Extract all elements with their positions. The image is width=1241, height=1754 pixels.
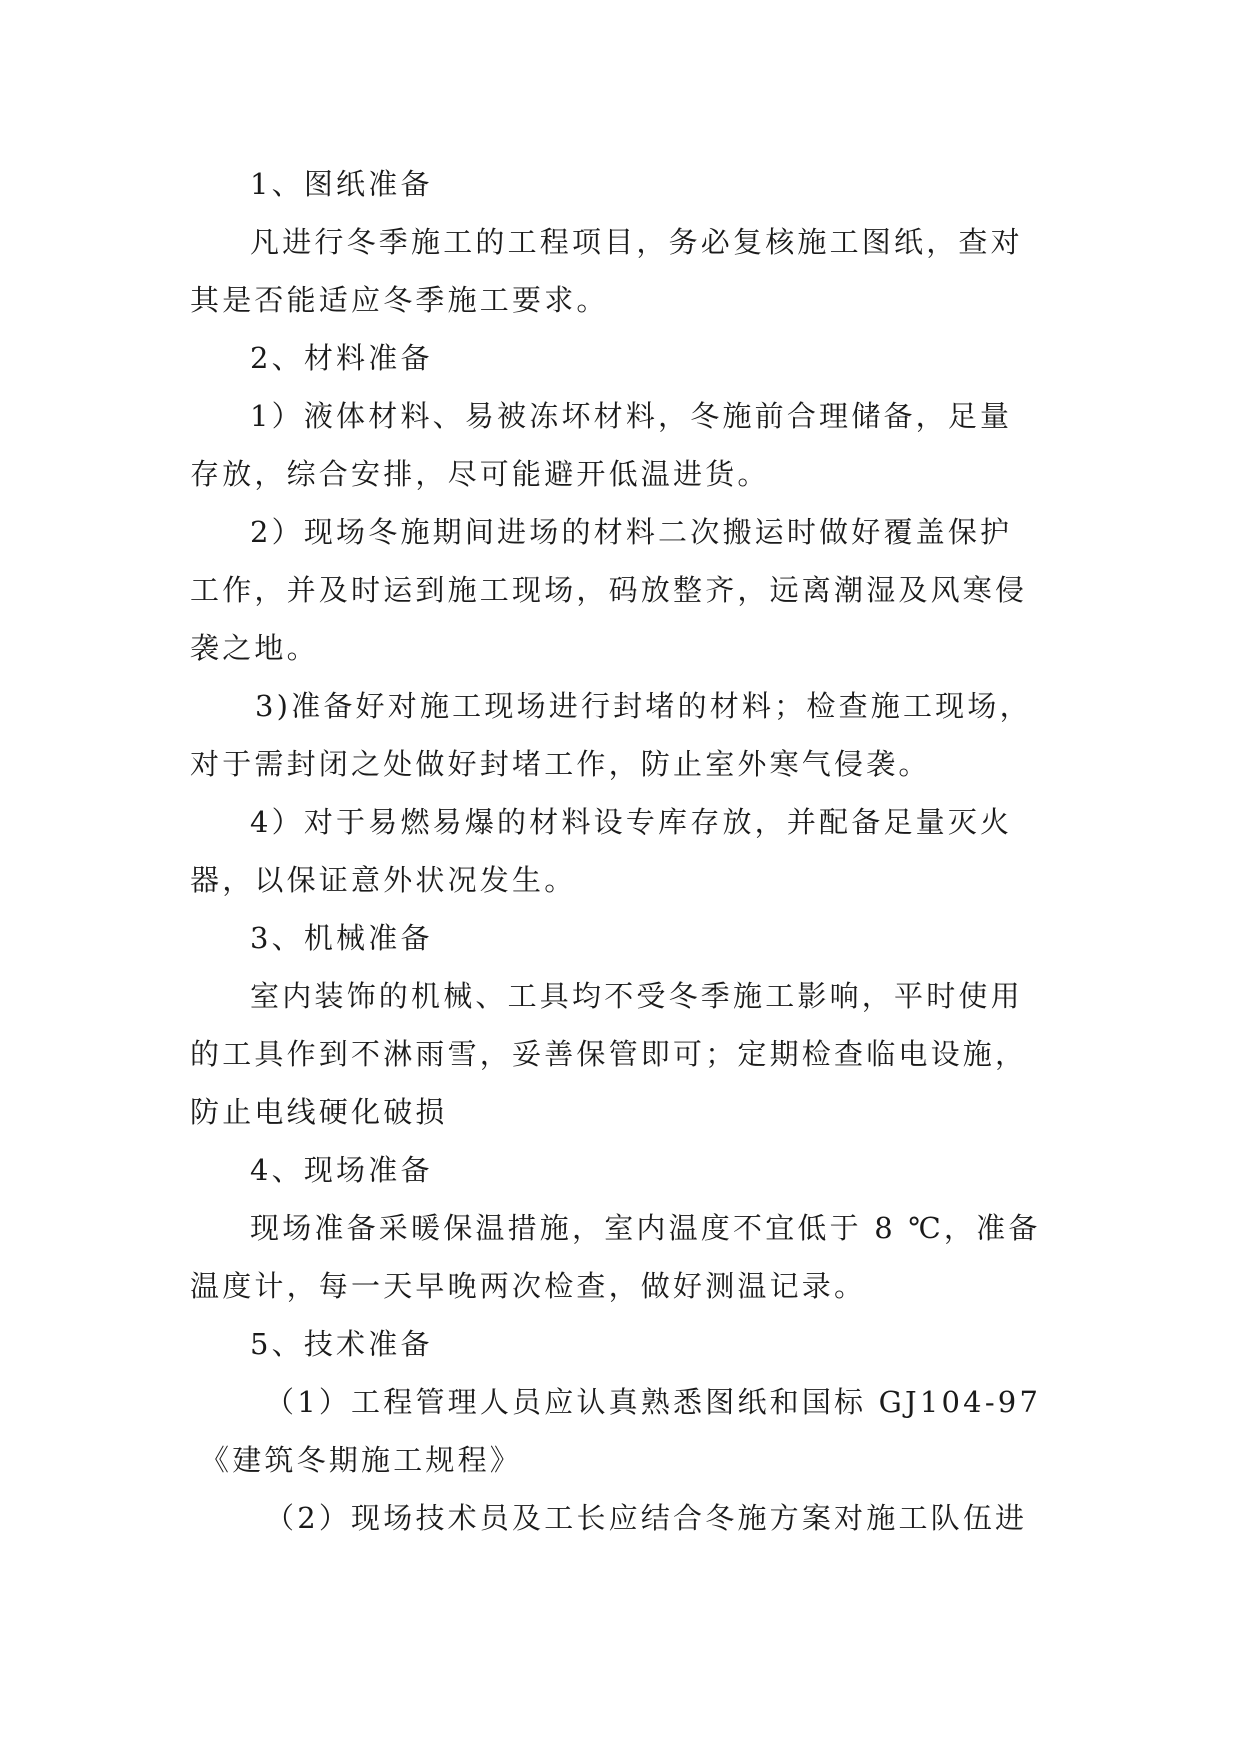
paragraph-line: 其是否能适应冬季施工要求。: [190, 283, 609, 317]
paragraph-line: 凡进行冬季施工的工程项目，务必复核施工图纸，查对: [250, 225, 1023, 259]
paragraph-line: 室内装饰的机械、工具均不受冬季施工影响，平时使用: [250, 979, 1023, 1013]
paragraph-line: 袭之地。: [190, 631, 319, 665]
paragraph-line: 存放，综合安排，尽可能避开低温进货。: [190, 457, 770, 491]
heading-material-preparation: 2、材料准备: [250, 341, 433, 375]
paragraph-line: 现场准备采暖保温措施，室内温度不宜低于 8 ℃，准备: [250, 1211, 1041, 1245]
heading-machinery-preparation: 3、机械准备: [250, 921, 433, 955]
heading-drawing-preparation: 1、图纸准备: [250, 167, 433, 201]
paragraph-line: 3)准备好对施工现场进行封堵的材料；检查施工现场，: [255, 689, 1032, 723]
paragraph-line: 1）液体材料、易被冻坏材料，冬施前合理储备，足量: [250, 399, 1013, 433]
paragraph-line: 工作，并及时运到施工现场，码放整齐，远离潮湿及风寒侵: [190, 573, 1028, 607]
paragraph-line: 《建筑冬期施工规程》: [200, 1443, 523, 1477]
paragraph-line: 防止电线硬化破损: [190, 1095, 448, 1129]
paragraph-line: 对于需封闭之处做好封堵工作，防止室外寒气侵袭。: [190, 747, 931, 781]
paragraph-line: （1）工程管理人员应认真熟悉图纸和国标 GJ104-97: [265, 1385, 1042, 1419]
paragraph-line: 的工具作到不淋雨雪，妥善保管即可；定期检查临电设施，: [190, 1037, 1028, 1071]
paragraph-line: （2）现场技术员及工长应结合冬施方案对施工队伍进: [265, 1501, 1028, 1535]
heading-technical-preparation: 5、技术准备: [250, 1327, 433, 1361]
paragraph-line: 2）现场冬施期间进场的材料二次搬运时做好覆盖保护: [250, 515, 1013, 549]
paragraph-line: 温度计，每一天早晚两次检查，做好测温记录。: [190, 1269, 867, 1303]
paragraph-line: 4）对于易燃易爆的材料设专库存放，并配备足量灭火: [250, 805, 1013, 839]
paragraph-line: 器，以保证意外状况发生。: [190, 863, 577, 897]
heading-site-preparation: 4、现场准备: [250, 1153, 433, 1187]
